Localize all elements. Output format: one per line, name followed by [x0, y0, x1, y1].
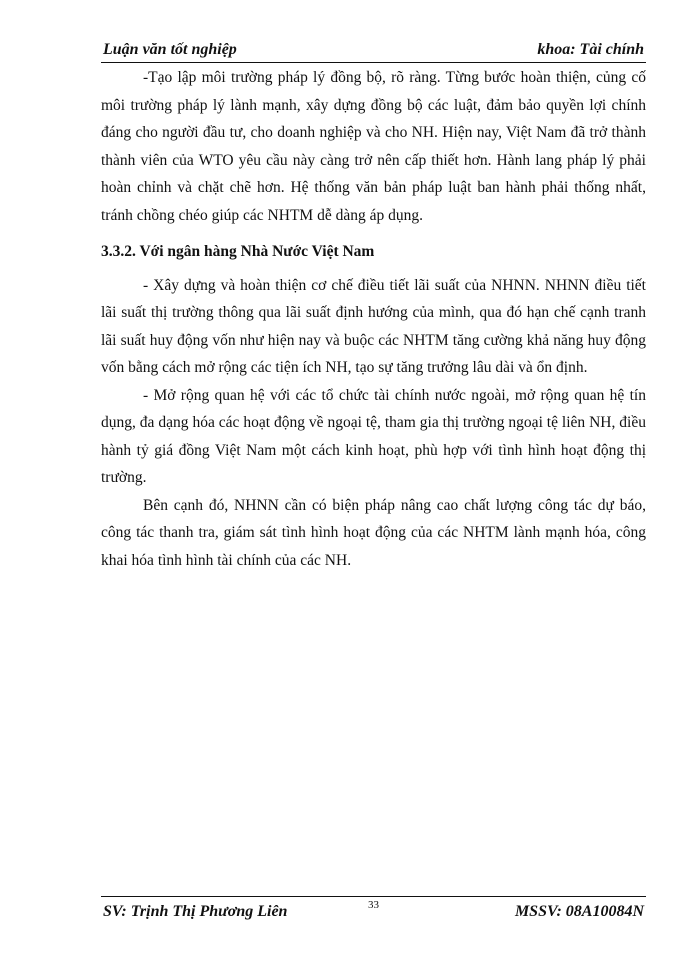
paragraph-interest-rate: - Xây dựng và hoàn thiện cơ chế điều tiết lãi suất của NHNN. NHNN điều tiết lãi suất thị trường thông qua lãi suất định hướng của mình, qua đó hạn chế cạnh tranh lãi suất huy động vốn như hiện nay và buộc các NHTM tăng cường khả năng huy động vốn bằng cách mở rộng các tiện ích NH, tạo sự tăng trưởng lâu dài và ổn định.: [101, 276, 646, 376]
page-number: 33: [368, 899, 379, 911]
paragraph-supervision: Bên cạnh đó, NHNN cần có biện pháp nâng cao chất lượng công tác dự báo, công tác thanh tra, giám sát tình hình hoạt động của các NHTM lành mạnh hóa, công khai hóa tình hình tài chính của các NH.: [101, 496, 646, 569]
page-header: [101, 38, 646, 63]
page-footer: [101, 896, 646, 927]
document-body: [101, 64, 646, 574]
paragraph-legal-environment: -Tạo lập môi trường pháp lý đồng bộ, rõ ràng. Từng bước hoàn thiện, củng cố môi trường pháp lý lành mạnh, xây dựng đồng bộ các luật, đảm bảo quyền lợi chính đáng cho người đầu tư, cho doanh nghiệp và cho NH. Hiện nay, Việt Nam đã trở thành thành viên của WTO yêu cầu này càng trở nên cấp thiết hơn. Hành lang pháp lý phải hoàn chỉnh và chặt chẽ hơn. Hệ thống văn bản pháp luật ban hành phải thống nhất, tránh chồng chéo giúp các NHTM dễ dàng áp dụng.: [101, 69, 646, 224]
header-faculty: khoa: Tài chính: [537, 41, 644, 58]
footer-student-name: SV: Trịnh Thị Phương Liên: [103, 903, 288, 920]
header-thesis-title: Luận văn tốt nghiệp: [103, 41, 237, 58]
section-heading: 3.3.2. Với ngân hàng Nhà Nước Việt Nam: [101, 243, 375, 260]
footer-student-id: MSSV: 08A10084N: [514, 903, 644, 920]
paragraph-foreign-relations: - Mở rộng quan hệ với các tổ chức tài chính nước ngoài, mở rộng quan hệ tín dụng, đa dạng hóa các hoạt động về ngoại tệ, tham gia thị trường ngoại tệ liên NH, điều hành tỷ giá đồng Việt Nam một cách kinh hoạt, phù hợp với tình hình hoạt động thị trường.: [101, 386, 646, 486]
